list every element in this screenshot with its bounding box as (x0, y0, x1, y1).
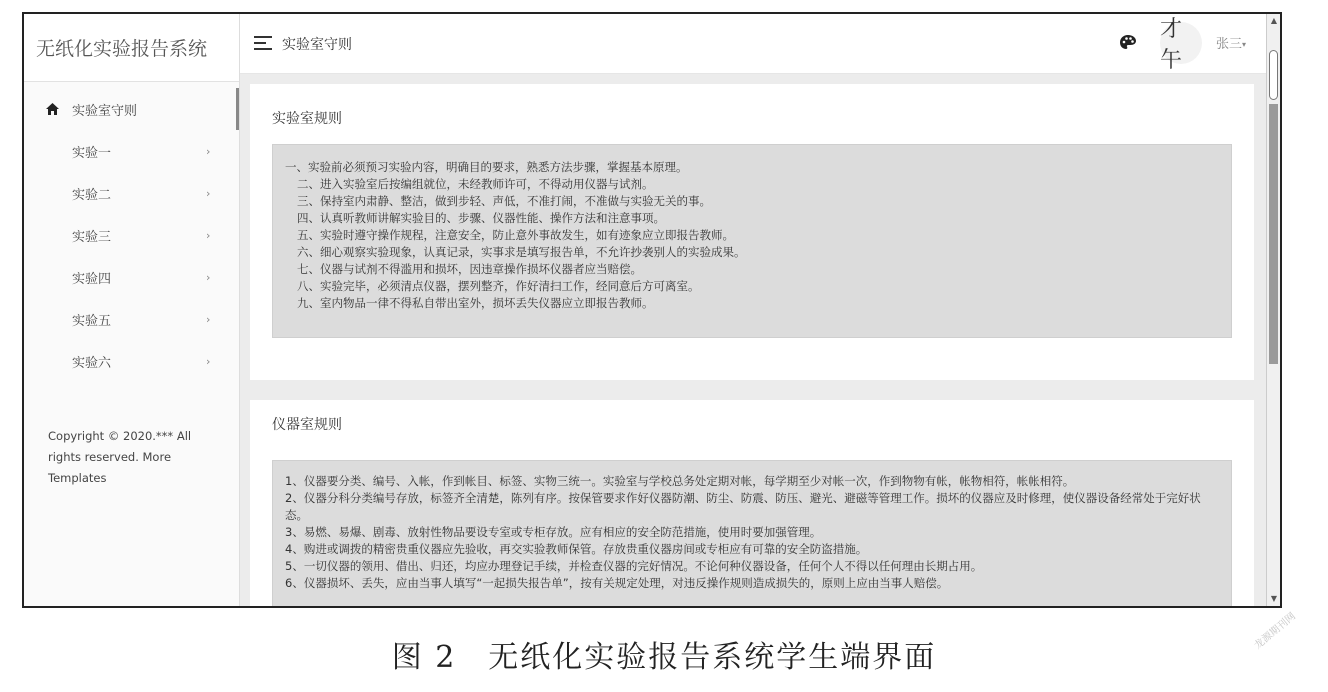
card-title: 仪器室规则 (272, 417, 342, 433)
watermark: 龙源期刊网 (1252, 610, 1298, 652)
top-header (240, 14, 1266, 74)
sidebar-item-exp5[interactable] (24, 298, 239, 340)
rule-line: 七、仪器与试剂不得滥用和损坏，因违章操作损坏仪器者应当赔偿。 (297, 262, 642, 276)
rule-line: 四、认真听教师讲解实验目的、步骤、仪器性能、操作方法和注意事项。 (297, 211, 665, 225)
rule-line: 2、仪器分科分类编号存放，标签齐全清楚，陈列有序。按保管要求作好仪器防潮、防尘、防震、防压、避光、避磁等管理工作。损坏的仪器应及时修理，使仪器设备经常处于完好状态。 (285, 491, 1201, 522)
chevron-right-icon: › (206, 186, 211, 200)
page-title: 实验室守则 (282, 37, 352, 53)
sidebar-item-label: 实验二 (72, 187, 112, 203)
chevron-down-icon: ▾ (1242, 40, 1247, 49)
rule-line: 1、仪器要分类、编号、入帐，作到帐目、标签、实物三统一。实验室与学校总务处定期对帐，每学期至少对帐一次，作到物物有帐，帐物相符，帐帐相符。 (285, 474, 1075, 488)
brand-title[interactable]: 无纸化实验报告系统 (24, 14, 239, 82)
sidebar-item-label: 实验一 (72, 145, 112, 161)
rule-line: 五、实验时遵守操作规程，注意安全，防止意外事故发生，如有迹象应立即报告教师。 (297, 228, 734, 242)
chevron-right-icon: › (206, 270, 211, 284)
user-menu[interactable] (1216, 33, 1246, 52)
rule-line: 六、细心观察实验现象，认真记录，实事求是填写报告单，不允许抄袭别人的实验成果。 (297, 245, 746, 259)
chevron-right-icon: › (206, 354, 211, 368)
sidebar-item-exp4[interactable] (24, 256, 239, 298)
avatar[interactable]: 才午 (1160, 22, 1202, 64)
rule-line: 二、进入实验室后按编组就位，未经教师许可，不得动用仪器与试剂。 (297, 177, 654, 191)
scroll-track (1269, 104, 1278, 364)
sidebar-item-label: 实验六 (72, 355, 112, 371)
rule-line: 5、一切仪器的领用、借出、归还，均应办理登记手续，并检查仪器的完好情况。不论何种仪器设备，任何个人不得以任何理由长期占用。 (285, 559, 983, 573)
sidebar-nav (24, 82, 239, 382)
chevron-right-icon: › (206, 312, 211, 326)
lab-rules-card (250, 84, 1254, 380)
scroll-thumb[interactable] (1269, 50, 1278, 100)
sidebar-item-exp6[interactable] (24, 340, 239, 382)
rule-line: 4、购进或调拨的精密贵重仪器应先验收，再交实验教师保管。存放贵重仪器房间或专柜应有可靠的安全防盗措施。 (285, 542, 868, 556)
figure-caption: 图 2 无纸化实验报告系统学生端界面 (391, 640, 937, 675)
sidebar-item-label: 实验五 (72, 313, 112, 329)
scroll-down-icon[interactable]: ▼ (1270, 594, 1278, 603)
rule-line: 八、实验完毕，必须清点仪器，摆列整齐，作好清扫工作，经同意后方可离室。 (297, 279, 700, 293)
rule-line: 6、仪器损坏、丢失，应由当事人填写“一起损失报告单”，按有关规定处理，对违反操作规则造成损失的，原则上应由当事人赔偿。 (285, 576, 949, 590)
palette-icon[interactable] (1119, 34, 1137, 52)
card-title: 实验室规则 (272, 111, 342, 127)
sidebar-item-label: 实验室守则 (72, 103, 138, 119)
sidebar-item-label: 实验三 (72, 229, 112, 245)
sidebar (24, 14, 240, 606)
sidebar-item-exp3[interactable] (24, 214, 239, 256)
lab-rules-list (272, 144, 1232, 338)
rule-line: 九、室内物品一律不得私自带出室外，损坏丢失仪器应立即报告教师。 (297, 296, 654, 310)
rule-line: 三、保持室内肃静、整洁，做到步轻、声低，不准打闹，不准做与实验无关的事。 (297, 194, 711, 208)
rule-line: 一、实验前必须预习实验内容，明确目的要求，熟悉方法步骤，掌握基本原理。 (285, 160, 688, 174)
vertical-scrollbar[interactable] (1266, 14, 1280, 606)
chevron-right-icon: › (206, 228, 211, 242)
sidebar-item-label: 实验四 (72, 271, 112, 287)
copyright-text: Copyright © 2020.*** All rights reserved. More Templates (48, 429, 192, 485)
scroll-up-icon[interactable]: ▲ (1270, 16, 1278, 25)
instrument-rules-list (272, 460, 1232, 606)
home-icon (46, 103, 60, 115)
sidebar-item-exp2[interactable] (24, 172, 239, 214)
user-name: 张三 (1216, 37, 1243, 52)
chevron-right-icon: › (206, 144, 211, 158)
app-window (22, 12, 1282, 608)
sidebar-item-lab-rules[interactable] (24, 88, 239, 130)
hamburger-icon[interactable] (254, 36, 272, 50)
main-content (240, 74, 1266, 606)
instrument-rules-card (250, 400, 1254, 606)
rule-line: 3、易燃、易爆、剧毒、放射性物品要设专室或专柜存放。应有相应的安全防范措施，使用时要加强管理。 (285, 525, 822, 539)
sidebar-item-exp1[interactable] (24, 130, 239, 172)
